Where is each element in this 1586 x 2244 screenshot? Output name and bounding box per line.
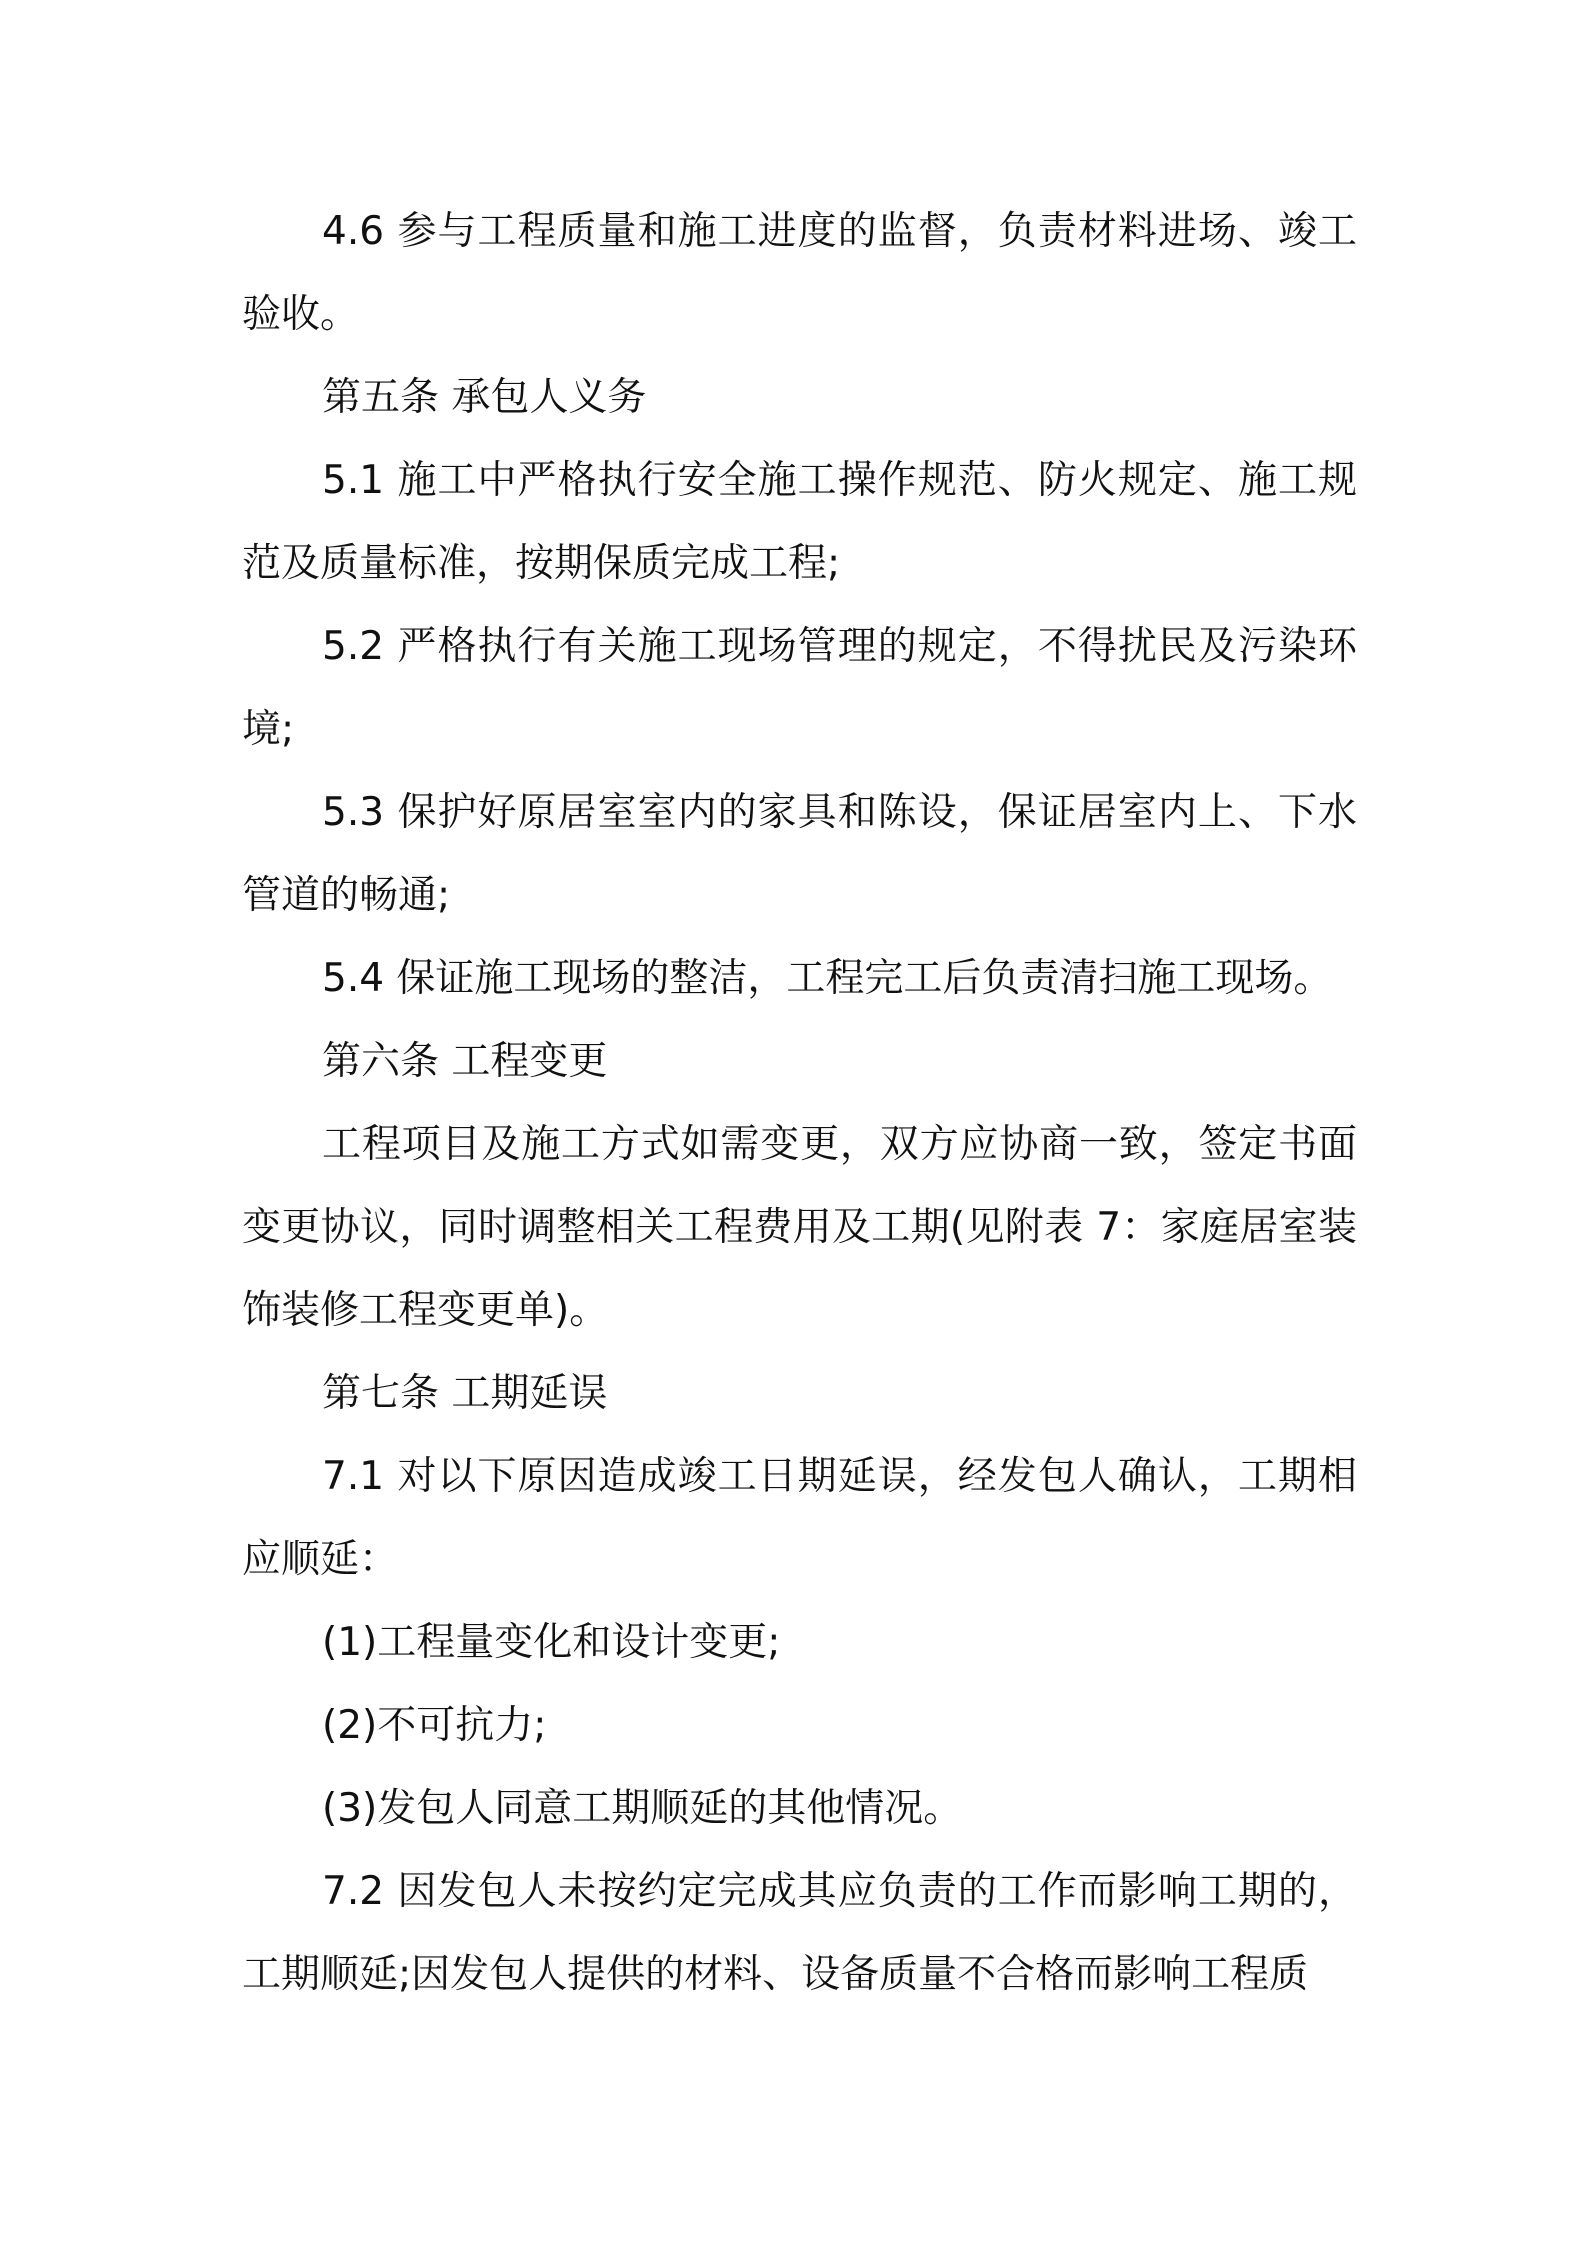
article-7-heading: 第七条 工期延误 (322, 1371, 608, 1416)
clause-5-4: 5.4 保证施工现场的整洁，工程完工后负责清扫施工现场。 (322, 956, 1333, 1001)
clause-5-1: 5.1 施工中严格执行安全施工操作规范、防火规定、施工规范及质量标准，按期保质完成工程; (242, 458, 1357, 586)
clause-7-1-item-1: (1)工程量变化和设计变更; (322, 1620, 781, 1665)
article-5-heading: 第五条 承包人义务 (322, 375, 647, 420)
clause-7-1-item-2: (2)不可抗力; (322, 1703, 547, 1748)
clause-7-2: 7.2 因发包人未按约定完成其应负责的工作而影响工期的，工期顺延;因发包人提供的材料、设备质量不合格而影响工程质 (242, 1869, 1357, 1997)
article-6-heading: 第六条 工程变更 (322, 1039, 608, 1084)
clause-5-2: 5.2 严格执行有关施工现场管理的规定，不得扰民及污染环境; (242, 624, 1357, 752)
document-body (242, 190, 1357, 2016)
article-6-body: 工程项目及施工方式如需变更，双方应协商一致，签定书面变更协议，同时调整相关工程费用及工期(见附表 7：家庭居室装饰装修工程变更单)。 (242, 1122, 1357, 1333)
clause-5-3: 5.3 保护好原居室室内的家具和陈设，保证居室内上、下水管道的畅通; (242, 790, 1357, 918)
clause-7-1-item-3: (3)发包人同意工期顺延的其他情况。 (322, 1786, 963, 1831)
clause-7-1: 7.1 对以下原因造成竣工日期延误，经发包人确认，工期相应顺延： (242, 1454, 1357, 1582)
clause-4-6: 4.6 参与工程质量和施工进度的监督，负责材料进场、竣工验收。 (242, 209, 1357, 337)
